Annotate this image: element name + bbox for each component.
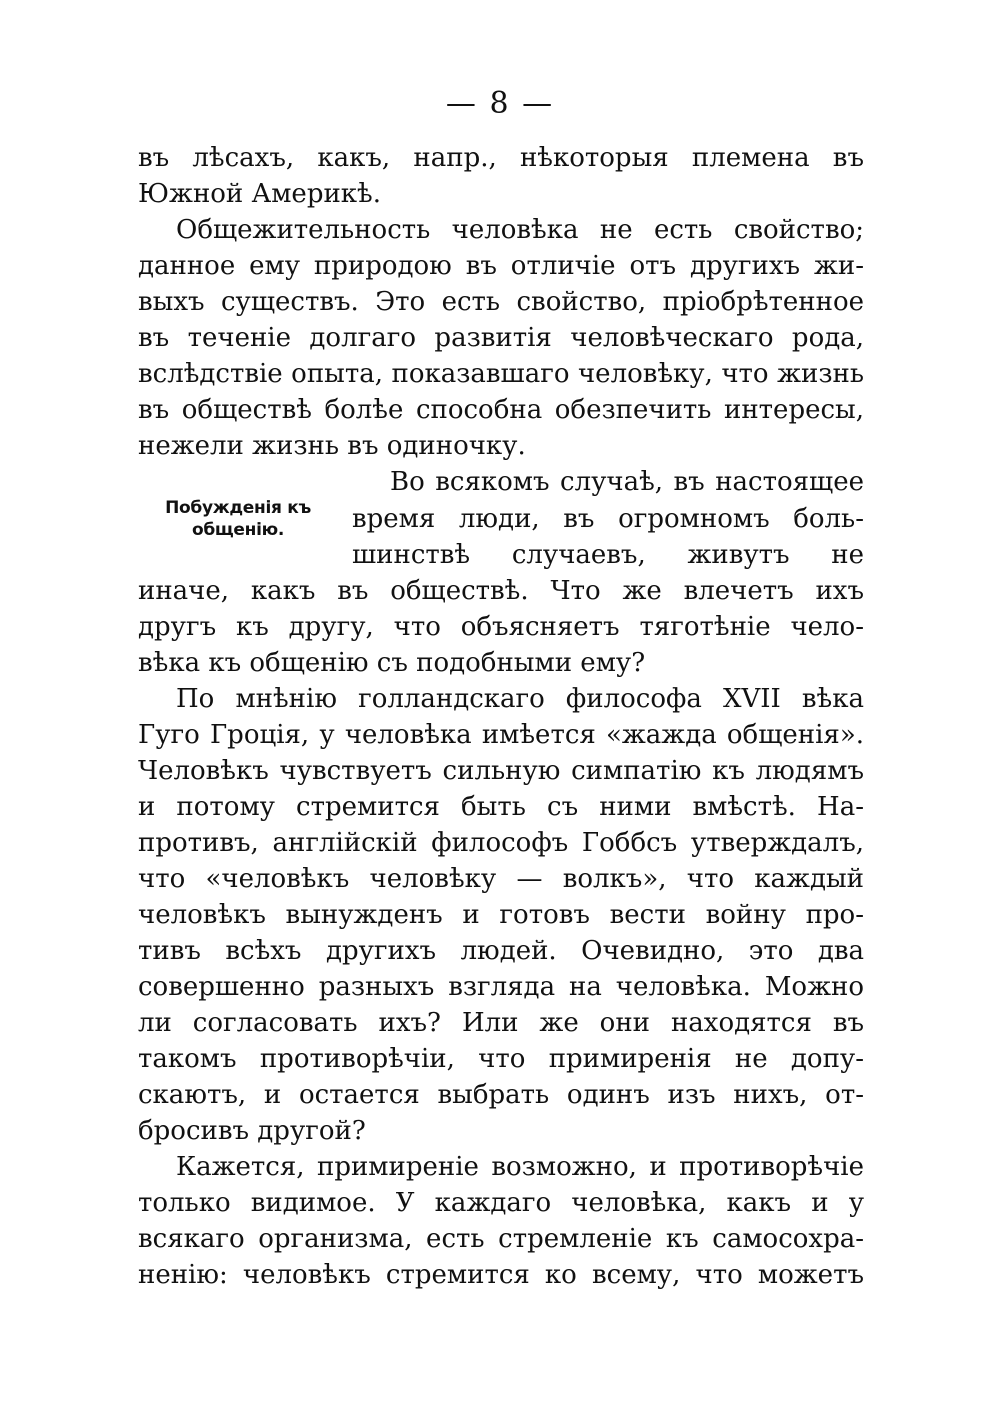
text-line: что «человѣкъ человѣку — волкъ», что каждый xyxy=(138,864,864,894)
text-line: человѣкъ вынужденъ и готовъ вести войну про- xyxy=(138,900,864,930)
text-line: въ обществѣ болѣе способна обезпечить интересы, xyxy=(138,395,864,425)
text-line: ненію: человѣкъ стремится ко всему, что можетъ xyxy=(138,1260,864,1290)
text-line: Гуго Гроція, у человѣка имѣется «жажда общенія». xyxy=(138,720,864,750)
text-line: въ теченіе долгаго развитія человѣческаго рода, xyxy=(138,323,864,353)
text-line: время люди, въ огромномъ боль- xyxy=(352,504,864,534)
text-line: бросивъ другой? xyxy=(138,1116,366,1146)
text-line: въ лѣсахъ, какъ, напр., нѣкоторыя племена въ xyxy=(138,143,864,173)
page-number: — 8 — xyxy=(445,86,555,121)
text-line: По мнѣнію голландскаго философа XVII вѣка xyxy=(176,684,864,714)
text-line: тивъ всѣхъ другихъ людей. Очевидно, это два xyxy=(138,936,864,966)
text-line: иначе, какъ въ обществѣ. Что же влечетъ ихъ xyxy=(138,576,864,606)
margin-note xyxy=(140,497,336,541)
text-line: другъ къ другу, что объясняетъ тяготѣніе чело- xyxy=(138,612,864,642)
text-line: Во всякомъ случаѣ, въ настоящее xyxy=(390,467,864,497)
margin-note-line: Побужденія къ xyxy=(165,498,311,518)
text-line: нежели жизнь въ одиночку. xyxy=(138,431,526,461)
text-line: Южной Америкѣ. xyxy=(138,179,381,209)
text-line: всякаго организма, есть стремленіе къ самосохра- xyxy=(138,1224,864,1254)
text-line: и потому стремится быть съ ними вмѣстѣ. На- xyxy=(138,792,864,822)
text-line: совершенно разныхъ взгляда на человѣка. Можно xyxy=(138,972,864,1002)
text-line: Кажется, примиреніе возможно, и противорѣчіе xyxy=(176,1152,864,1182)
text-line: шинствѣ случаевъ, живутъ не xyxy=(352,540,864,570)
text-line: данное ему природою въ отличіе отъ другихъ жи- xyxy=(138,251,864,281)
text-line: только видимое. У каждаго человѣка, какъ и у xyxy=(138,1188,864,1218)
text-line: Общежительность человѣка не есть свойство; xyxy=(176,215,864,245)
text-line: такомъ противорѣчіи, что примиренія не допу- xyxy=(138,1044,864,1074)
text-line: скаютъ, и остается выбрать одинъ изъ нихъ, от- xyxy=(138,1080,864,1110)
text-line: вслѣдствіе опыта, показавшаго человѣку, что жизнь xyxy=(138,359,864,389)
text-line: выхъ существъ. Это есть свойство, пріобрѣтенное xyxy=(138,287,864,317)
text-line: Человѣкъ чувствуетъ сильную симпатію къ людямъ xyxy=(138,756,864,786)
text-line: ли согласовать ихъ? Или же они находятся въ xyxy=(138,1008,864,1038)
text-line: вѣка къ общенію съ подобными ему? xyxy=(138,648,646,678)
margin-note-line: общенію. xyxy=(191,520,285,540)
text-line: противъ, англійскій философъ Гоббсъ утверждалъ, xyxy=(138,828,864,858)
